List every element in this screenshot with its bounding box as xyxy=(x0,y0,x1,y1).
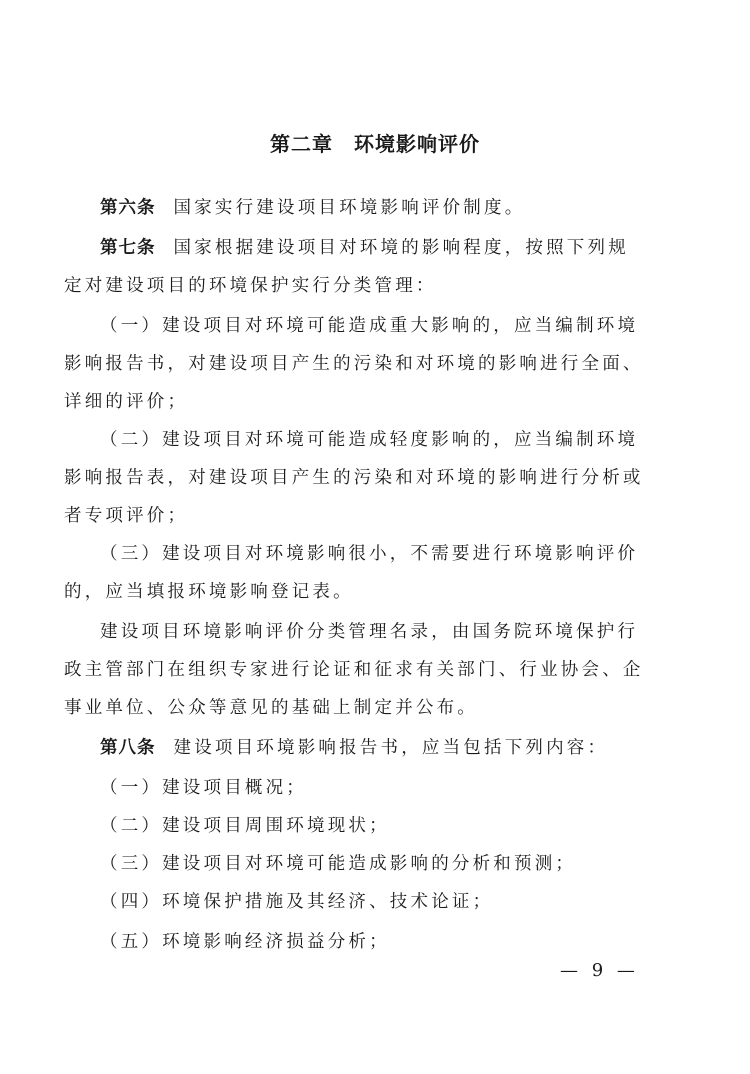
article-8-item-1: （一）建设项目概况； xyxy=(100,778,307,798)
item-3-line-1: （三）建设项目对环境影响很小，不需要进行环境影响评价 xyxy=(100,544,639,564)
article-8-item-4: （四）环境保护措施及其经济、技术论证； xyxy=(100,892,494,912)
article-8-item-2: （二）建设项目周围环境现状； xyxy=(100,816,390,836)
article-8 xyxy=(100,736,608,760)
chapter-title: 第二章 环境影响评价 xyxy=(270,132,480,156)
item-2-line-2: 影响报告表，对建设项目产生的污染和对环境的影响进行分析或 xyxy=(64,468,644,488)
catalog-line-1: 建设项目环境影响评价分类管理名录，由国务院环境保护行 xyxy=(100,622,639,642)
catalog-line-2: 政主管部门在组织专家进行论证和征求有关部门、行业协会、企 xyxy=(64,660,644,680)
article-6 xyxy=(100,196,525,220)
article-7-line-1 xyxy=(100,236,629,260)
catalog-line-3: 事业单位、公众等意见的基础上制定并公布。 xyxy=(64,698,478,718)
item-1-line-2: 影响报告书，对建设项目产生的污染和对环境的影响进行全面、 xyxy=(64,354,644,374)
page-number: — 9 — xyxy=(560,960,639,981)
item-2-line-3: 者专项评价； xyxy=(64,506,189,526)
item-3-line-2: 的，应当填报环境影响登记表。 xyxy=(64,582,354,602)
article-label: 第六条 xyxy=(100,198,156,218)
item-1-line-1: （一）建设项目对环境可能造成重大影响的，应当编制环境 xyxy=(100,316,639,336)
article-label: 第八条 xyxy=(100,738,156,758)
article-8-item-5: （五）环境影响经济损益分析； xyxy=(100,932,390,952)
article-7-line-2: 定对建设项目的环境保护实行分类管理： xyxy=(64,276,437,296)
article-text: 国家根据建设项目对环境的影响程度，按照下列规 xyxy=(173,238,629,258)
item-2-line-1: （二）建设项目对环境可能造成轻度影响的，应当编制环境 xyxy=(100,430,639,450)
article-text: 国家实行建设项目环境影响评价制度。 xyxy=(173,198,526,218)
article-label: 第七条 xyxy=(100,238,156,258)
article-text: 建设项目环境影响报告书，应当包括下列内容： xyxy=(173,738,609,758)
article-8-item-3: （三）建设项目对环境可能造成影响的分析和预测； xyxy=(100,854,577,874)
item-1-line-3: 详细的评价； xyxy=(64,392,189,412)
